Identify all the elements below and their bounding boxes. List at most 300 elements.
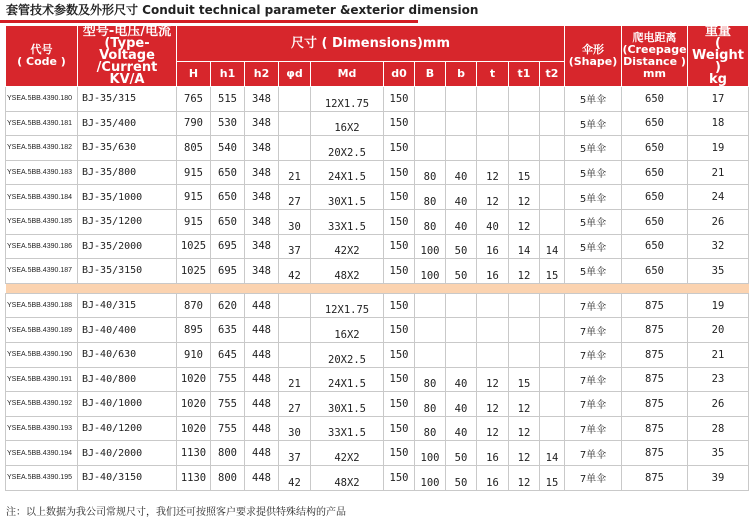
cell-Md: 33X1.5 (311, 209, 384, 234)
cell-H: 1130 (177, 441, 211, 466)
cell-B (415, 87, 446, 112)
cell-phid: 27 (279, 392, 311, 417)
cell-h2: 448 (245, 465, 279, 490)
cell-B (415, 293, 446, 318)
cell-H: 910 (177, 342, 211, 367)
cell-code: YSEA.5BB.4390.183 (6, 160, 78, 185)
cell-weight: 28 (688, 416, 749, 441)
cell-t: 12 (477, 416, 509, 441)
cell-t2 (540, 160, 565, 185)
cell-h2: 448 (245, 293, 279, 318)
header-t1: t1 (509, 62, 540, 87)
cell-code: YSEA.5BB.4390.191 (6, 367, 78, 392)
cell-shape: 5单伞 (565, 259, 622, 284)
cell-t2 (540, 185, 565, 210)
cell-shape: 7单伞 (565, 441, 622, 466)
cell-Md: 20X2.5 (311, 342, 384, 367)
cell-creep: 650 (622, 160, 688, 185)
cell-t1: 12 (509, 465, 540, 490)
cell-b: 40 (446, 392, 477, 417)
cell-model: BJ-35/800 (78, 160, 177, 185)
header-H: H (177, 62, 211, 87)
spec-table (5, 25, 749, 491)
cell-phid: 42 (279, 465, 311, 490)
cell-phid (279, 87, 311, 112)
cell-t (477, 342, 509, 367)
header-type-en1: (Type-Voltage (99, 36, 155, 63)
cell-weight: 23 (688, 367, 749, 392)
cell-t1: 12 (509, 209, 540, 234)
cell-Md: 24X1.5 (311, 160, 384, 185)
cell-weight: 32 (688, 234, 749, 259)
table-row (6, 441, 749, 466)
header-code (6, 26, 78, 87)
cell-b: 40 (446, 416, 477, 441)
cell-b (446, 293, 477, 318)
cell-B: 80 (415, 160, 446, 185)
cell-h2: 348 (245, 87, 279, 112)
cell-model: BJ-35/1200 (78, 209, 177, 234)
header-t2: t2 (540, 62, 565, 87)
cell-weight: 39 (688, 465, 749, 490)
cell-b: 50 (446, 465, 477, 490)
cell-shape: 7单伞 (565, 342, 622, 367)
cell-shape: 7单伞 (565, 293, 622, 318)
cell-weight: 20 (688, 318, 749, 343)
cell-h2: 448 (245, 392, 279, 417)
cell-creep: 875 (622, 367, 688, 392)
cell-b (446, 87, 477, 112)
cell-phid: 30 (279, 209, 311, 234)
cell-d0: 150 (384, 367, 415, 392)
table-row (6, 111, 749, 136)
cell-B (415, 318, 446, 343)
cell-shape: 5单伞 (565, 209, 622, 234)
header-type-en3: KV/A (109, 72, 145, 87)
cell-t: 12 (477, 392, 509, 417)
cell-phid: 37 (279, 234, 311, 259)
cell-weight: 35 (688, 259, 749, 284)
cell-creep: 650 (622, 234, 688, 259)
cell-creep: 875 (622, 465, 688, 490)
header-creepage-en2: Distance ) (623, 55, 686, 68)
cell-t1: 12 (509, 185, 540, 210)
cell-h2: 448 (245, 318, 279, 343)
cell-weight: 19 (688, 136, 749, 161)
cell-t1: 14 (509, 234, 540, 259)
cell-model: BJ-35/1000 (78, 185, 177, 210)
cell-d0: 150 (384, 293, 415, 318)
cell-H: 1020 (177, 392, 211, 417)
footnote: 注：以上数据为我公司常规尺寸，我们还可按照客户要求提供特殊结构的产品 (6, 507, 346, 518)
cell-h1: 530 (211, 111, 245, 136)
cell-phid: 42 (279, 259, 311, 284)
cell-h2: 348 (245, 259, 279, 284)
cell-Md: 48X2 (311, 465, 384, 490)
table-row (6, 342, 749, 367)
cell-t2 (540, 209, 565, 234)
cell-t: 12 (477, 367, 509, 392)
cell-code: YSEA.5BB.4390.180 (6, 87, 78, 112)
cell-phid (279, 342, 311, 367)
cell-h1: 620 (211, 293, 245, 318)
header-creepage-cn: 爬电距离 (632, 31, 677, 44)
cell-t2: 15 (540, 259, 565, 284)
cell-h1: 645 (211, 342, 245, 367)
header-weight-cn: 重量 (704, 24, 731, 39)
cell-Md: 42X2 (311, 441, 384, 466)
cell-t2 (540, 318, 565, 343)
cell-model: BJ-35/315 (78, 87, 177, 112)
cell-t (477, 111, 509, 136)
cell-phid: 27 (279, 185, 311, 210)
cell-Md: 16X2 (311, 111, 384, 136)
header-shape (565, 26, 622, 87)
cell-B: 100 (415, 234, 446, 259)
table-row (6, 160, 749, 185)
cell-d0: 150 (384, 185, 415, 210)
cell-Md: 12X1.75 (311, 87, 384, 112)
table-body (6, 87, 749, 491)
cell-h2: 448 (245, 441, 279, 466)
cell-shape: 7单伞 (565, 465, 622, 490)
cell-t1: 15 (509, 160, 540, 185)
cell-d0: 150 (384, 209, 415, 234)
header-d0: d0 (384, 62, 415, 87)
header-Md: Md (311, 62, 384, 87)
cell-Md: 30X1.5 (311, 185, 384, 210)
table-row (6, 416, 749, 441)
cell-b (446, 136, 477, 161)
title-underline (0, 20, 418, 23)
cell-t: 16 (477, 234, 509, 259)
cell-t1 (509, 293, 540, 318)
cell-weight: 26 (688, 392, 749, 417)
cell-t2 (540, 111, 565, 136)
header-type-cn: 型号-电压/电流 (82, 24, 172, 39)
cell-H: 1025 (177, 259, 211, 284)
cell-t2: 14 (540, 441, 565, 466)
header-B: B (415, 62, 446, 87)
cell-d0: 150 (384, 136, 415, 161)
cell-h2: 348 (245, 136, 279, 161)
cell-B: 80 (415, 416, 446, 441)
cell-H: 1130 (177, 465, 211, 490)
cell-B (415, 136, 446, 161)
cell-creep: 875 (622, 441, 688, 466)
cell-b (446, 342, 477, 367)
table-row (6, 136, 749, 161)
cell-weight: 21 (688, 160, 749, 185)
cell-B: 100 (415, 465, 446, 490)
cell-shape: 5单伞 (565, 87, 622, 112)
cell-h2: 448 (245, 416, 279, 441)
cell-creep: 650 (622, 259, 688, 284)
header-type (78, 26, 177, 87)
cell-phid: 21 (279, 367, 311, 392)
cell-H: 1020 (177, 367, 211, 392)
table-row (6, 392, 749, 417)
cell-code: YSEA.5BB.4390.192 (6, 392, 78, 417)
cell-phid (279, 136, 311, 161)
cell-h1: 540 (211, 136, 245, 161)
cell-t (477, 293, 509, 318)
cell-b: 40 (446, 367, 477, 392)
cell-code: YSEA.5BB.4390.189 (6, 318, 78, 343)
cell-model: BJ-40/2000 (78, 441, 177, 466)
table-row (6, 209, 749, 234)
header-phid: φd (279, 62, 311, 87)
cell-h1: 650 (211, 185, 245, 210)
cell-weight: 18 (688, 111, 749, 136)
cell-h1: 800 (211, 441, 245, 466)
cell-creep: 875 (622, 416, 688, 441)
cell-shape: 7单伞 (565, 392, 622, 417)
cell-d0: 150 (384, 87, 415, 112)
cell-t2 (540, 342, 565, 367)
cell-t2 (540, 293, 565, 318)
header-shape-en: (Shape) (568, 55, 618, 68)
cell-model: BJ-35/400 (78, 111, 177, 136)
cell-shape: 5单伞 (565, 234, 622, 259)
header-t: t (477, 62, 509, 87)
header-weight-en: ( Weight ) (692, 36, 744, 75)
cell-t1 (509, 111, 540, 136)
cell-t2 (540, 416, 565, 441)
cell-t1 (509, 87, 540, 112)
cell-code: YSEA.5BB.4390.193 (6, 416, 78, 441)
header-code-en: ( Code ) (17, 55, 66, 68)
cell-B: 100 (415, 441, 446, 466)
header-type-en2: /Current (96, 60, 158, 75)
table-row (6, 367, 749, 392)
header-dimensions: 尺寸 ( Dimensions)mm (177, 26, 565, 62)
cell-h1: 800 (211, 465, 245, 490)
cell-model: BJ-40/315 (78, 293, 177, 318)
cell-creep: 875 (622, 318, 688, 343)
cell-phid: 37 (279, 441, 311, 466)
cell-t1: 12 (509, 392, 540, 417)
cell-h1: 755 (211, 416, 245, 441)
cell-Md: 48X2 (311, 259, 384, 284)
header-creepage-unit: mm (643, 67, 666, 80)
cell-model: BJ-40/400 (78, 318, 177, 343)
header-code-cn: 代号 (30, 43, 53, 56)
cell-H: 790 (177, 111, 211, 136)
cell-b (446, 318, 477, 343)
cell-creep: 650 (622, 185, 688, 210)
cell-h1: 515 (211, 87, 245, 112)
cell-h1: 650 (211, 160, 245, 185)
cell-b: 50 (446, 441, 477, 466)
cell-t: 16 (477, 259, 509, 284)
header-creepage (622, 26, 688, 87)
cell-code: YSEA.5BB.4390.187 (6, 259, 78, 284)
group-separator (6, 283, 749, 293)
cell-shape: 7单伞 (565, 318, 622, 343)
cell-h2: 348 (245, 111, 279, 136)
cell-weight: 35 (688, 441, 749, 466)
cell-code: YSEA.5BB.4390.186 (6, 234, 78, 259)
cell-Md: 20X2.5 (311, 136, 384, 161)
cell-model: BJ-40/1200 (78, 416, 177, 441)
cell-d0: 150 (384, 111, 415, 136)
table-row (6, 293, 749, 318)
cell-weight: 17 (688, 87, 749, 112)
cell-B: 80 (415, 185, 446, 210)
cell-h1: 635 (211, 318, 245, 343)
cell-phid: 21 (279, 160, 311, 185)
cell-t2 (540, 136, 565, 161)
header-shape-cn: 伞形 (582, 43, 604, 56)
cell-d0: 150 (384, 318, 415, 343)
cell-Md: 42X2 (311, 234, 384, 259)
cell-t1 (509, 136, 540, 161)
cell-d0: 150 (384, 465, 415, 490)
cell-h2: 348 (245, 185, 279, 210)
cell-t: 12 (477, 185, 509, 210)
cell-H: 895 (177, 318, 211, 343)
cell-h2: 448 (245, 342, 279, 367)
cell-h1: 695 (211, 259, 245, 284)
cell-code: YSEA.5BB.4390.195 (6, 465, 78, 490)
cell-creep: 875 (622, 342, 688, 367)
cell-t2 (540, 367, 565, 392)
cell-t (477, 87, 509, 112)
table-row (6, 259, 749, 284)
header-b: b (446, 62, 477, 87)
cell-d0: 150 (384, 342, 415, 367)
cell-B (415, 111, 446, 136)
cell-weight: 26 (688, 209, 749, 234)
cell-t1: 12 (509, 259, 540, 284)
cell-H: 805 (177, 136, 211, 161)
cell-Md: 24X1.5 (311, 367, 384, 392)
cell-model: BJ-35/3150 (78, 259, 177, 284)
cell-b: 50 (446, 259, 477, 284)
header-weight (688, 26, 749, 87)
cell-model: BJ-40/800 (78, 367, 177, 392)
cell-phid (279, 111, 311, 136)
cell-h2: 448 (245, 367, 279, 392)
cell-h2: 348 (245, 209, 279, 234)
cell-b (446, 111, 477, 136)
cell-creep: 650 (622, 111, 688, 136)
cell-h1: 695 (211, 234, 245, 259)
cell-t: 40 (477, 209, 509, 234)
cell-t (477, 318, 509, 343)
cell-H: 915 (177, 160, 211, 185)
header-creepage-en1: (Creepage (622, 43, 687, 56)
cell-Md: 12X1.75 (311, 293, 384, 318)
table-row (6, 87, 749, 112)
page-title: 套管技术参数及外形尺寸 Conduit technical parameter &exterior dimension (6, 3, 479, 17)
cell-creep: 650 (622, 209, 688, 234)
cell-weight: 21 (688, 342, 749, 367)
cell-d0: 150 (384, 160, 415, 185)
table-row (6, 185, 749, 210)
cell-H: 765 (177, 87, 211, 112)
cell-B: 80 (415, 209, 446, 234)
cell-phid (279, 293, 311, 318)
cell-B: 80 (415, 367, 446, 392)
cell-code: YSEA.5BB.4390.190 (6, 342, 78, 367)
cell-shape: 5单伞 (565, 136, 622, 161)
cell-t2: 15 (540, 465, 565, 490)
cell-b: 40 (446, 160, 477, 185)
cell-creep: 875 (622, 392, 688, 417)
cell-t: 12 (477, 160, 509, 185)
cell-weight: 24 (688, 185, 749, 210)
cell-model: BJ-40/630 (78, 342, 177, 367)
group-separator-cell (6, 283, 749, 293)
cell-d0: 150 (384, 392, 415, 417)
cell-t: 16 (477, 441, 509, 466)
cell-h2: 348 (245, 160, 279, 185)
cell-Md: 33X1.5 (311, 416, 384, 441)
cell-creep: 650 (622, 136, 688, 161)
cell-H: 1025 (177, 234, 211, 259)
cell-h2: 348 (245, 234, 279, 259)
cell-creep: 875 (622, 293, 688, 318)
cell-t (477, 136, 509, 161)
cell-d0: 150 (384, 234, 415, 259)
cell-t2: 14 (540, 234, 565, 259)
cell-code: YSEA.5BB.4390.188 (6, 293, 78, 318)
cell-h1: 650 (211, 209, 245, 234)
cell-t2 (540, 392, 565, 417)
cell-t1 (509, 318, 540, 343)
cell-h1: 755 (211, 367, 245, 392)
cell-H: 915 (177, 185, 211, 210)
cell-code: YSEA.5BB.4390.181 (6, 111, 78, 136)
cell-B: 80 (415, 392, 446, 417)
header-h1: h1 (211, 62, 245, 87)
header-weight-unit: kg (709, 72, 727, 87)
cell-b: 50 (446, 234, 477, 259)
cell-code: YSEA.5BB.4390.184 (6, 185, 78, 210)
header-row-top (6, 26, 749, 62)
cell-Md: 16X2 (311, 318, 384, 343)
cell-t1: 12 (509, 416, 540, 441)
cell-t: 16 (477, 465, 509, 490)
cell-shape: 5单伞 (565, 160, 622, 185)
cell-H: 1020 (177, 416, 211, 441)
cell-model: BJ-40/3150 (78, 465, 177, 490)
cell-H: 870 (177, 293, 211, 318)
table-row (6, 318, 749, 343)
cell-shape: 7单伞 (565, 416, 622, 441)
cell-phid (279, 318, 311, 343)
cell-model: BJ-35/2000 (78, 234, 177, 259)
cell-H: 915 (177, 209, 211, 234)
cell-h1: 755 (211, 392, 245, 417)
cell-t1 (509, 342, 540, 367)
cell-Md: 30X1.5 (311, 392, 384, 417)
cell-model: BJ-40/1000 (78, 392, 177, 417)
table-row (6, 465, 749, 490)
cell-d0: 150 (384, 259, 415, 284)
header-h2: h2 (245, 62, 279, 87)
cell-d0: 150 (384, 416, 415, 441)
cell-t1: 15 (509, 367, 540, 392)
cell-phid: 30 (279, 416, 311, 441)
cell-t2 (540, 87, 565, 112)
cell-weight: 19 (688, 293, 749, 318)
cell-code: YSEA.5BB.4390.182 (6, 136, 78, 161)
cell-B: 100 (415, 259, 446, 284)
cell-t1: 12 (509, 441, 540, 466)
